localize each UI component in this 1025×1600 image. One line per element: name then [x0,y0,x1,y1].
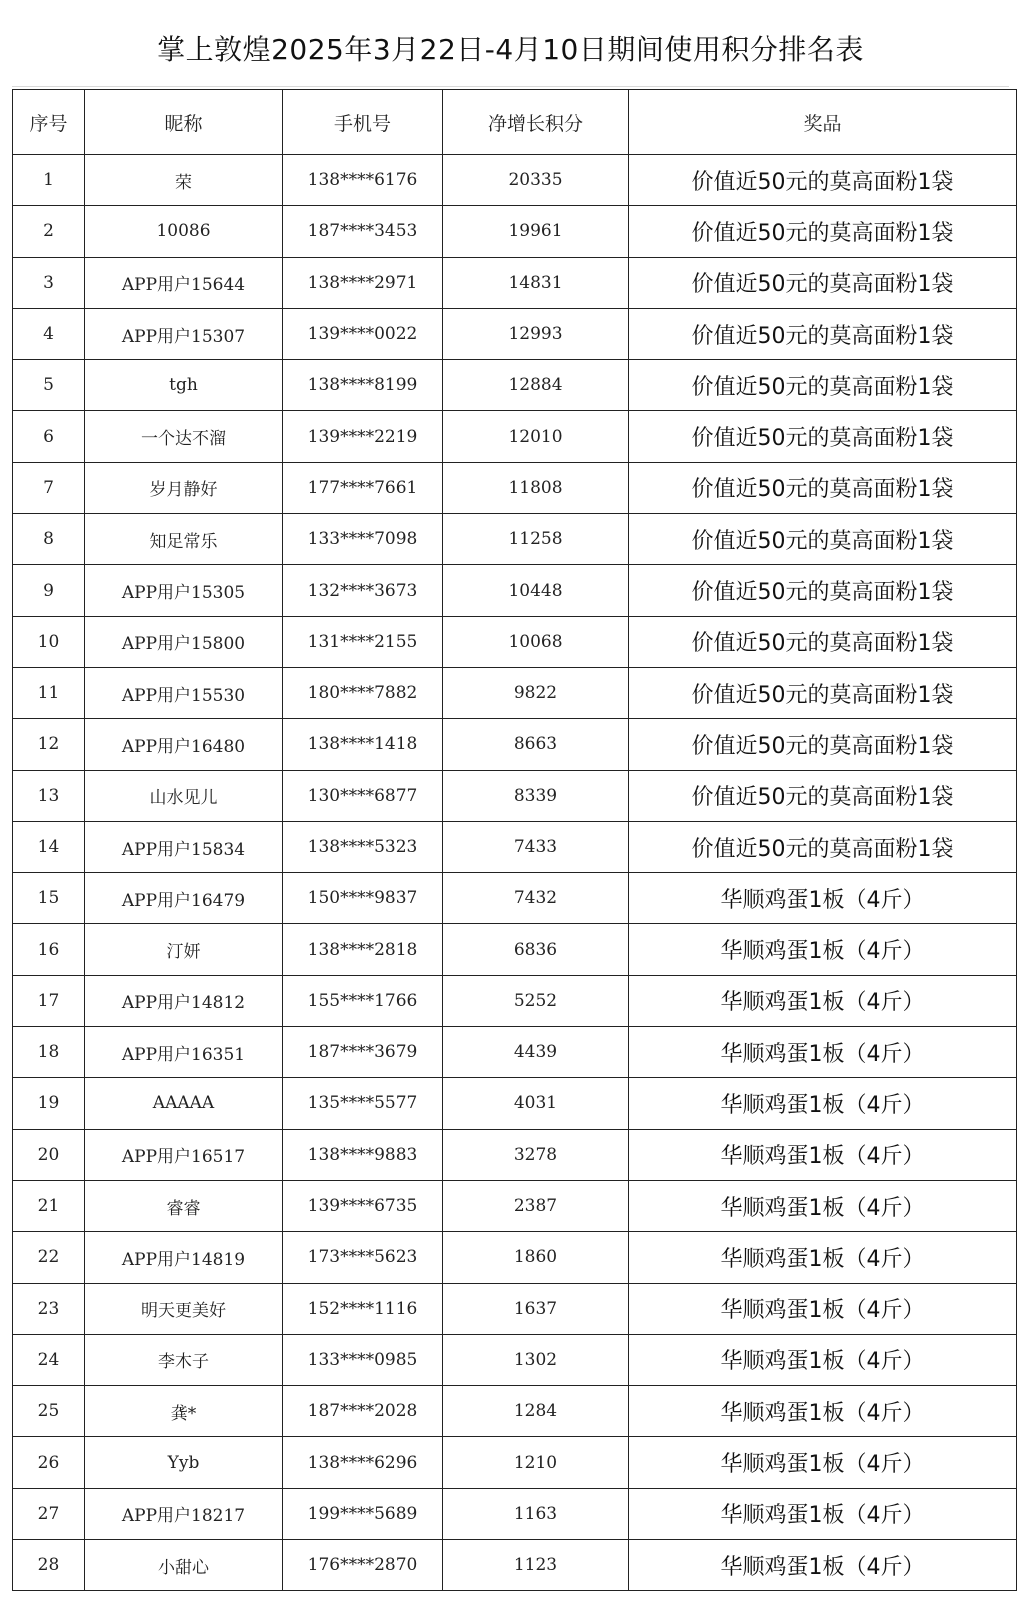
cell-points: 12010 [443,411,629,462]
cell-prize: 价值近50元的莫高面粉1袋 [629,257,1017,308]
cell-seq: 17 [13,975,85,1026]
cell-prize: 华顺鸡蛋1板（4斤） [629,1488,1017,1539]
cell-prize: 华顺鸡蛋1板（4斤） [629,1078,1017,1129]
header-points: 净增长积分 [443,90,629,155]
cell-prize: 华顺鸡蛋1板（4斤） [629,1437,1017,1488]
cell-nickname: APP用户14819 [85,1232,283,1283]
header-seq: 序号 [13,90,85,155]
cell-phone: 138****2971 [283,257,443,308]
table-row [13,924,1017,975]
cell-seq: 3 [13,257,85,308]
cell-phone: 180****7882 [283,667,443,718]
cell-phone: 133****0985 [283,1334,443,1385]
cell-nickname: APP用户14812 [85,975,283,1026]
cell-nickname: APP用户16479 [85,873,283,924]
cell-points: 1210 [443,1437,629,1488]
cell-points: 10448 [443,565,629,616]
cell-seq: 15 [13,873,85,924]
cell-points: 10068 [443,616,629,667]
cell-nickname: APP用户15644 [85,257,283,308]
cell-seq: 28 [13,1540,85,1591]
cell-prize: 价值近50元的莫高面粉1袋 [629,308,1017,359]
cell-nickname: APP用户16480 [85,719,283,770]
cell-nickname: Yyb [85,1437,283,1488]
cell-nickname: APP用户15307 [85,308,283,359]
cell-points: 7433 [443,821,629,872]
cell-prize: 价值近50元的莫高面粉1袋 [629,411,1017,462]
cell-seq: 11 [13,667,85,718]
cell-phone: 150****9837 [283,873,443,924]
cell-seq: 18 [13,1027,85,1078]
table-row [13,308,1017,359]
cell-points: 14831 [443,257,629,308]
cell-seq: 2 [13,206,85,257]
cell-points: 2387 [443,1180,629,1231]
cell-phone: 155****1766 [283,975,443,1026]
cell-phone: 138****6296 [283,1437,443,1488]
cell-phone: 187****2028 [283,1386,443,1437]
cell-prize: 价值近50元的莫高面粉1袋 [629,821,1017,872]
cell-seq: 8 [13,514,85,565]
cell-nickname: 一个达不溜 [85,411,283,462]
table-row [13,1129,1017,1180]
cell-points: 4031 [443,1078,629,1129]
cell-points: 1123 [443,1540,629,1591]
cell-seq: 5 [13,360,85,411]
cell-nickname: APP用户15530 [85,667,283,718]
cell-points: 20335 [443,155,629,206]
table-row [13,975,1017,1026]
cell-seq: 4 [13,308,85,359]
cell-seq: 10 [13,616,85,667]
cell-phone: 135****5577 [283,1078,443,1129]
header-row [13,90,1017,155]
cell-points: 11258 [443,514,629,565]
cell-points: 8663 [443,719,629,770]
cell-prize: 价值近50元的莫高面粉1袋 [629,206,1017,257]
cell-phone: 187****3679 [283,1027,443,1078]
cell-points: 1163 [443,1488,629,1539]
table-row [13,565,1017,616]
cell-prize: 华顺鸡蛋1板（4斤） [629,1232,1017,1283]
cell-prize: 华顺鸡蛋1板（4斤） [629,1129,1017,1180]
page-title: 掌上敦煌2025年3月22日-4月10日期间使用积分排名表 [157,33,864,66]
cell-nickname: 汀妍 [85,924,283,975]
table-row [13,1078,1017,1129]
cell-points: 19961 [443,206,629,257]
cell-prize: 价值近50元的莫高面粉1袋 [629,719,1017,770]
cell-prize: 华顺鸡蛋1板（4斤） [629,1386,1017,1437]
cell-seq: 14 [13,821,85,872]
table-row [13,462,1017,513]
title-box [12,10,1009,87]
cell-seq: 23 [13,1283,85,1334]
cell-nickname: 龚* [85,1386,283,1437]
cell-phone: 177****7661 [283,462,443,513]
cell-prize: 价值近50元的莫高面粉1袋 [629,360,1017,411]
cell-seq: 21 [13,1180,85,1231]
table-row [13,1540,1017,1591]
table-row [13,514,1017,565]
cell-points: 6836 [443,924,629,975]
table-row [13,411,1017,462]
cell-nickname: APP用户18217 [85,1488,283,1539]
cell-seq: 27 [13,1488,85,1539]
table-row [13,155,1017,206]
cell-seq: 25 [13,1386,85,1437]
cell-phone: 133****7098 [283,514,443,565]
cell-phone: 139****6735 [283,1180,443,1231]
cell-phone: 138****1418 [283,719,443,770]
cell-prize: 价值近50元的莫高面粉1袋 [629,565,1017,616]
table-row [13,770,1017,821]
cell-prize: 华顺鸡蛋1板（4斤） [629,1027,1017,1078]
cell-seq: 24 [13,1334,85,1385]
cell-seq: 6 [13,411,85,462]
cell-seq: 22 [13,1232,85,1283]
cell-prize: 华顺鸡蛋1板（4斤） [629,873,1017,924]
cell-phone: 138****9883 [283,1129,443,1180]
table-row [13,667,1017,718]
cell-nickname: tgh [85,360,283,411]
cell-nickname: 李木子 [85,1334,283,1385]
table-row [13,257,1017,308]
cell-prize: 价值近50元的莫高面粉1袋 [629,616,1017,667]
cell-nickname: APP用户15305 [85,565,283,616]
cell-seq: 19 [13,1078,85,1129]
cell-phone: 176****2870 [283,1540,443,1591]
cell-seq: 26 [13,1437,85,1488]
cell-prize: 价值近50元的莫高面粉1袋 [629,667,1017,718]
cell-phone: 152****1116 [283,1283,443,1334]
table-row [13,360,1017,411]
table-row [13,873,1017,924]
header-phone: 手机号 [283,90,443,155]
cell-phone: 139****0022 [283,308,443,359]
cell-prize: 华顺鸡蛋1板（4斤） [629,924,1017,975]
cell-seq: 13 [13,770,85,821]
cell-prize: 价值近50元的莫高面粉1袋 [629,514,1017,565]
cell-prize: 价值近50元的莫高面粉1袋 [629,155,1017,206]
cell-prize: 华顺鸡蛋1板（4斤） [629,1540,1017,1591]
cell-nickname: APP用户15800 [85,616,283,667]
table-row [13,1283,1017,1334]
cell-prize: 华顺鸡蛋1板（4斤） [629,1334,1017,1385]
cell-points: 1302 [443,1334,629,1385]
cell-phone: 138****5323 [283,821,443,872]
cell-nickname: 岁月静好 [85,462,283,513]
cell-seq: 20 [13,1129,85,1180]
cell-phone: 138****6176 [283,155,443,206]
table-row [13,821,1017,872]
cell-points: 9822 [443,667,629,718]
cell-points: 1637 [443,1283,629,1334]
cell-points: 12993 [443,308,629,359]
cell-points: 3278 [443,1129,629,1180]
cell-phone: 138****8199 [283,360,443,411]
cell-nickname: 知足常乐 [85,514,283,565]
cell-seq: 12 [13,719,85,770]
cell-prize: 价值近50元的莫高面粉1袋 [629,462,1017,513]
cell-points: 12884 [443,360,629,411]
header-nickname: 昵称 [85,90,283,155]
cell-points: 5252 [443,975,629,1026]
cell-nickname: 山水见儿 [85,770,283,821]
cell-prize: 华顺鸡蛋1板（4斤） [629,1283,1017,1334]
cell-seq: 9 [13,565,85,616]
cell-phone: 139****2219 [283,411,443,462]
cell-prize: 价值近50元的莫高面粉1袋 [629,770,1017,821]
cell-phone: 138****2818 [283,924,443,975]
cell-points: 1284 [443,1386,629,1437]
cell-points: 1860 [443,1232,629,1283]
table-header [13,90,1017,155]
cell-nickname: APP用户15834 [85,821,283,872]
cell-seq: 1 [13,155,85,206]
cell-nickname: 小甜心 [85,1540,283,1591]
cell-points: 11808 [443,462,629,513]
header-prize: 奖品 [629,90,1017,155]
cell-nickname: APP用户16517 [85,1129,283,1180]
table-row [13,719,1017,770]
table-row [13,1180,1017,1231]
table-row [13,1437,1017,1488]
table-body [13,155,1017,1591]
table-row [13,1386,1017,1437]
cell-seq: 7 [13,462,85,513]
cell-points: 7432 [443,873,629,924]
ranking-table [12,89,1017,1591]
cell-nickname: 10086 [85,206,283,257]
table-row [13,1232,1017,1283]
table-row [13,1027,1017,1078]
cell-phone: 131****2155 [283,616,443,667]
cell-nickname: 荣 [85,155,283,206]
cell-phone: 173****5623 [283,1232,443,1283]
cell-phone: 132****3673 [283,565,443,616]
cell-nickname: 明天更美好 [85,1283,283,1334]
table-row [13,1334,1017,1385]
cell-points: 4439 [443,1027,629,1078]
table-row [13,616,1017,667]
cell-nickname: 睿睿 [85,1180,283,1231]
cell-phone: 199****5689 [283,1488,443,1539]
cell-phone: 130****6877 [283,770,443,821]
cell-phone: 187****3453 [283,206,443,257]
cell-nickname: AAAAA [85,1078,283,1129]
cell-prize: 华顺鸡蛋1板（4斤） [629,1180,1017,1231]
cell-prize: 华顺鸡蛋1板（4斤） [629,975,1017,1026]
cell-points: 8339 [443,770,629,821]
table-row [13,206,1017,257]
cell-seq: 16 [13,924,85,975]
cell-nickname: APP用户16351 [85,1027,283,1078]
table-row [13,1488,1017,1539]
